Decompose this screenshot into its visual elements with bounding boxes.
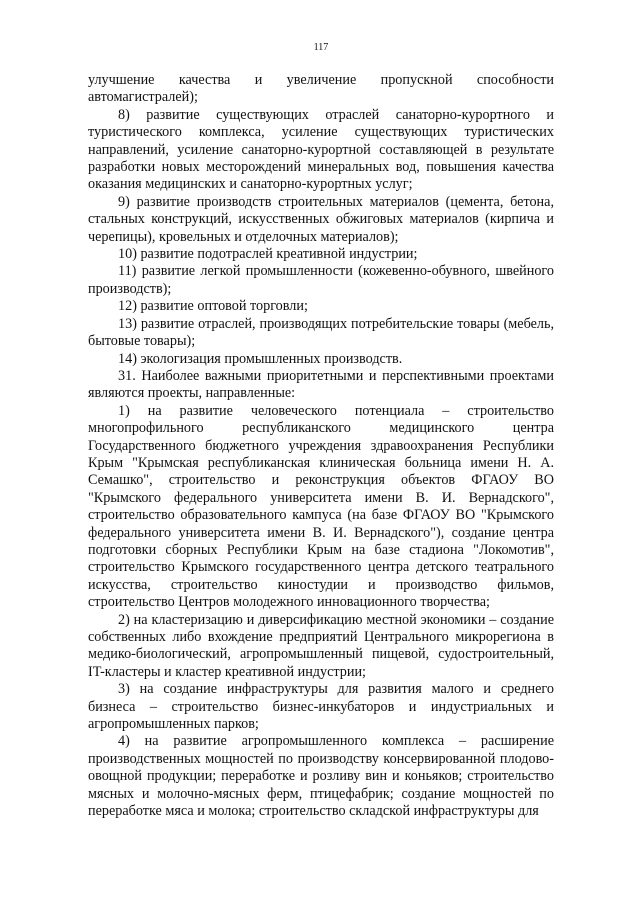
document-body (88, 72, 554, 820)
page-number: 117 (313, 42, 329, 53)
paragraph: 14) экологизация промышленных производств. (118, 350, 403, 367)
paragraph: 8) развитие существующих отраслей санаторно-курортного и туристического комплекса, усиление существующих туристических направлений, усиление санаторно-курортной составляющей в результате разработки новых месторождений минеральных вод, повышения качества оказания медицинских и санаторно-курортных услуг; (88, 106, 554, 193)
paragraph: улучшение качества и увеличение пропускной способности автомагистралей); (88, 72, 554, 106)
paragraph: 12) развитие оптовой торговли; (118, 298, 308, 315)
paragraph: 11) развитие легкой промышленности (кожевенно-обувного, швейного производств); (88, 263, 554, 297)
paragraph: 2) на кластеризацию и диверсификацию местной экономики – создание собственных либо вхождение предприятий Центрального микрорегиона в медико-биологический, агропромышленный пищевой, судостроительный, IT-кластеры и кластер креативной индустрии; (88, 611, 554, 680)
paragraph: 3) на создание инфраструктуры для развития малого и среднего бизнеса – строительство бизнес-инкубаторов и индустриальных и агропромышленных парков; (88, 681, 554, 733)
paragraph: 9) развитие производств строительных материалов (цемента, бетона, стальных конструкций, искусственных обжиговых материалов (кирпича и черепицы), кровельных и отделочных материалов); (88, 193, 554, 245)
paragraph: 10) развитие подотраслей креативной индустрии; (118, 246, 418, 263)
paragraph: 31. Наиболее важными приоритетными и перспективными проектами являются проекты, направленные: (88, 367, 554, 402)
paragraph: 4) на развитие агропромышленного комплекса – расширение производственных мощностей по производству консервированной плодово-овощной продукции; переработке и розливу вин и коньяков; строительство мясных и молочно-мясных ферм, птицефабрик; создание мощностей по переработке мяса и молока; строительство складской инфраструктуры для (88, 733, 554, 820)
paragraph: 1) на развитие человеческого потенциала – строительство многопрофильного республиканского медицинского центра Государственного бюджетного учреждения здравоохранения Республики Крым "Крымская республиканская клиническая больница имени Н. А. Семашко", строительство и реконструкция объектов ФГАОУ ВО "Крымского федерального университета имени В. И. Вернадского", строительство образовательного кампуса (на базе ФГАОУ ВО "Крымского федерального университета имени В. И. Вернадского"), создание центра подготовки сборных Республики Крым на базе стадиона "Локомотив", строительство Крымского государственного центра детского театрального искусства, строительство киностудии и производство фильмов, строительство Центров молодежного инновационного творчества; (88, 402, 554, 611)
paragraph: 13) развитие отраслей, производящих потребительские товары (мебель, бытовые товары); (88, 315, 554, 350)
